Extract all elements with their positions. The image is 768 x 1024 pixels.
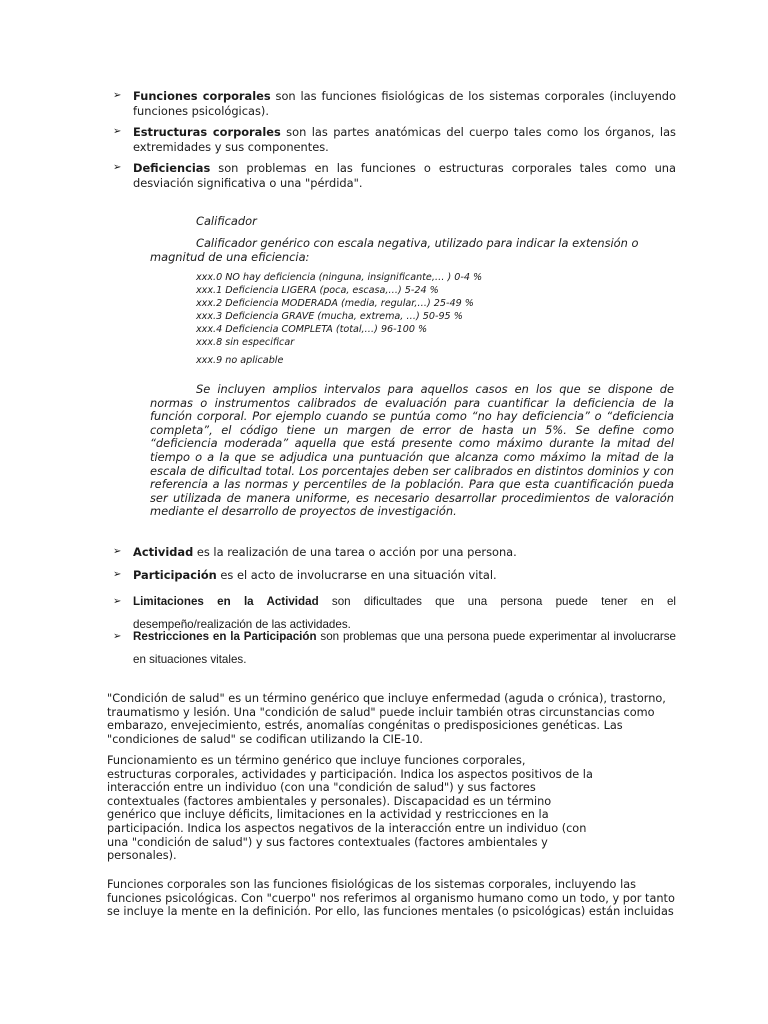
funciones-corporales-paragraph [107,878,675,919]
calificador-codes [196,271,482,367]
bullet-term: Actividad [133,545,194,559]
text-line: Funcionamiento es un término genérico que incluye funciones corporales, [107,754,526,767]
bullet-term: Restricciones en la Participación [133,630,317,643]
arrow-bullet-icon: ➢ [113,596,122,607]
funcionamiento-paragraph [107,754,593,863]
code-line: xxx.4 Deficiencia COMPLETA (total,…) 96-100 % [196,324,428,335]
bullet-text: son las partes anatómicas del cuerpo tales como los órganos, las extremidades y sus componentes. [133,125,676,154]
calificador-title: Calificador [196,214,257,228]
bullet-term: Limitaciones en la Actividad [133,595,319,608]
bullet-funciones-corporales [113,89,676,118]
bullet-term: Participación [133,568,217,582]
arrow-bullet-icon: ➢ [113,546,122,557]
text-line: interacción entre un individuo (con una "condición de salud") y sus factores [107,781,536,795]
code-line: xxx.9 no aplicable [196,355,284,366]
bullet-estructuras-corporales [113,125,676,154]
code-line: xxx.0 NO hay deficiencia (ninguna, insignificante,… ) 0-4 % [196,272,483,283]
text-line: se incluye la mente en la definición. Por ello, las funciones mentales (o psicológicas) están incluidas [107,905,674,919]
bullet-text: son problemas que una persona puede experimentar al involucrarse en situaciones vitales. [133,630,676,666]
text-line: estructuras corporales, actividades y participación. Indica los aspectos positivos de la [107,767,593,781]
bullet-participacion [113,568,676,582]
text-line: una "condición de salud") y sus factores contextuales (factores ambientales y [107,835,548,849]
text-line: embarazo, envejecimiento, estrés, anomalías congénitas o predisposiciones genéticas. Las [107,719,623,733]
condicion-salud-paragraph [107,692,666,746]
text-line: contextuales (factores ambientales y personales). Discapacidad es un término [107,794,552,808]
calificador-paragraph: Se incluyen amplios intervalos para aquellos casos en los que se dispone de normas o instrumentos calibrados de evaluación para cuantificar la deficiencia de la función corporal. Por ejemplo cuando se puntúa como “no hay deficiencia” o “deficiencia completa”, el código tiene un margen de error de hasta un 5%. Se define como “deficiencia moderada” aquella que está presente como máximo durante la mitad del tiempo o a la que se adjudica una puntuación que alcanza como máximo la mitad de la escala de dificultad total. Los porcentajes deben ser calibrados en distintos dominios y con referencia a las normas y percentiles de la población. Para que esta cuantificación pueda ser utilizada de manera uniforme, es necesario desarrollar procedimientos de valoración mediante el desarrollo de proyectos de investigación. [150,382,674,519]
code-line: xxx.8 sin especificar [196,337,295,348]
arrow-bullet-icon: ➢ [113,90,122,101]
arrow-bullet-icon: ➢ [113,162,122,173]
text-line: participación. Indica los aspectos negativos de la interacción entre un individuo (con [107,821,587,835]
text-line: traumatismo y lesión. Una "condición de salud" puede incluir también otras circunstancias como [107,705,655,719]
code-line: xxx.2 Deficiencia MODERADA (media, regular,…) 25-49 % [196,298,474,309]
bullet-term: Deficiencias [133,161,211,175]
bullet-text: son las funciones fisiológicas de los sistemas corporales (incluyendo funciones psicológicas). [133,89,676,118]
text-line: "Condición de salud" es un término genérico que incluye enfermedad (aguda o crónica), trastorno, [107,692,666,705]
bullet-text: es el acto de involucrarse en una situación vital. [216,568,497,582]
bullet-restricciones [113,625,676,671]
arrow-bullet-icon: ➢ [113,126,122,137]
bullet-term: Estructuras corporales [133,125,281,139]
arrow-bullet-icon: ➢ [113,569,122,580]
code-line: xxx.1 Deficiencia LIGERA (poca, escasa,…) 5-24 % [196,285,439,296]
bullet-deficiencias [113,161,676,190]
calificador-intro: Calificador genérico con escala negativa, utilizado para indicar la extensión o magnitud de una eficiencia: [150,236,639,264]
bullet-text: son problemas en las funciones o estructuras corporales tales como una desviación significativa o una "pérdida". [133,161,676,190]
bullet-actividad [113,545,676,559]
code-line: xxx.3 Deficiencia GRAVE (mucha, extrema, …) 50-95 % [196,311,463,322]
text-line: Funciones corporales son las funciones fisiológicas de los sistemas corporales, incluyendo las [107,878,637,891]
text-line: "condiciones de salud" se codifican utilizando la CIE-10. [107,732,424,746]
bullet-text: son dificultades que una persona puede tener en el desempeño/realización de las actividades. [133,595,676,631]
text-line: personales). [107,849,177,863]
arrow-bullet-icon: ➢ [113,631,122,642]
bullet-text: es la realización de una tarea o acción por una persona. [193,545,517,559]
bullet-term: Funciones corporales [133,89,271,103]
text-line: genérico que incluye déficits, limitaciones en la actividad y restricciones en la [107,808,549,822]
text-line: funciones psicológicas. Con "cuerpo" nos referimos al organismo humano como un todo, y por tanto [107,891,675,905]
